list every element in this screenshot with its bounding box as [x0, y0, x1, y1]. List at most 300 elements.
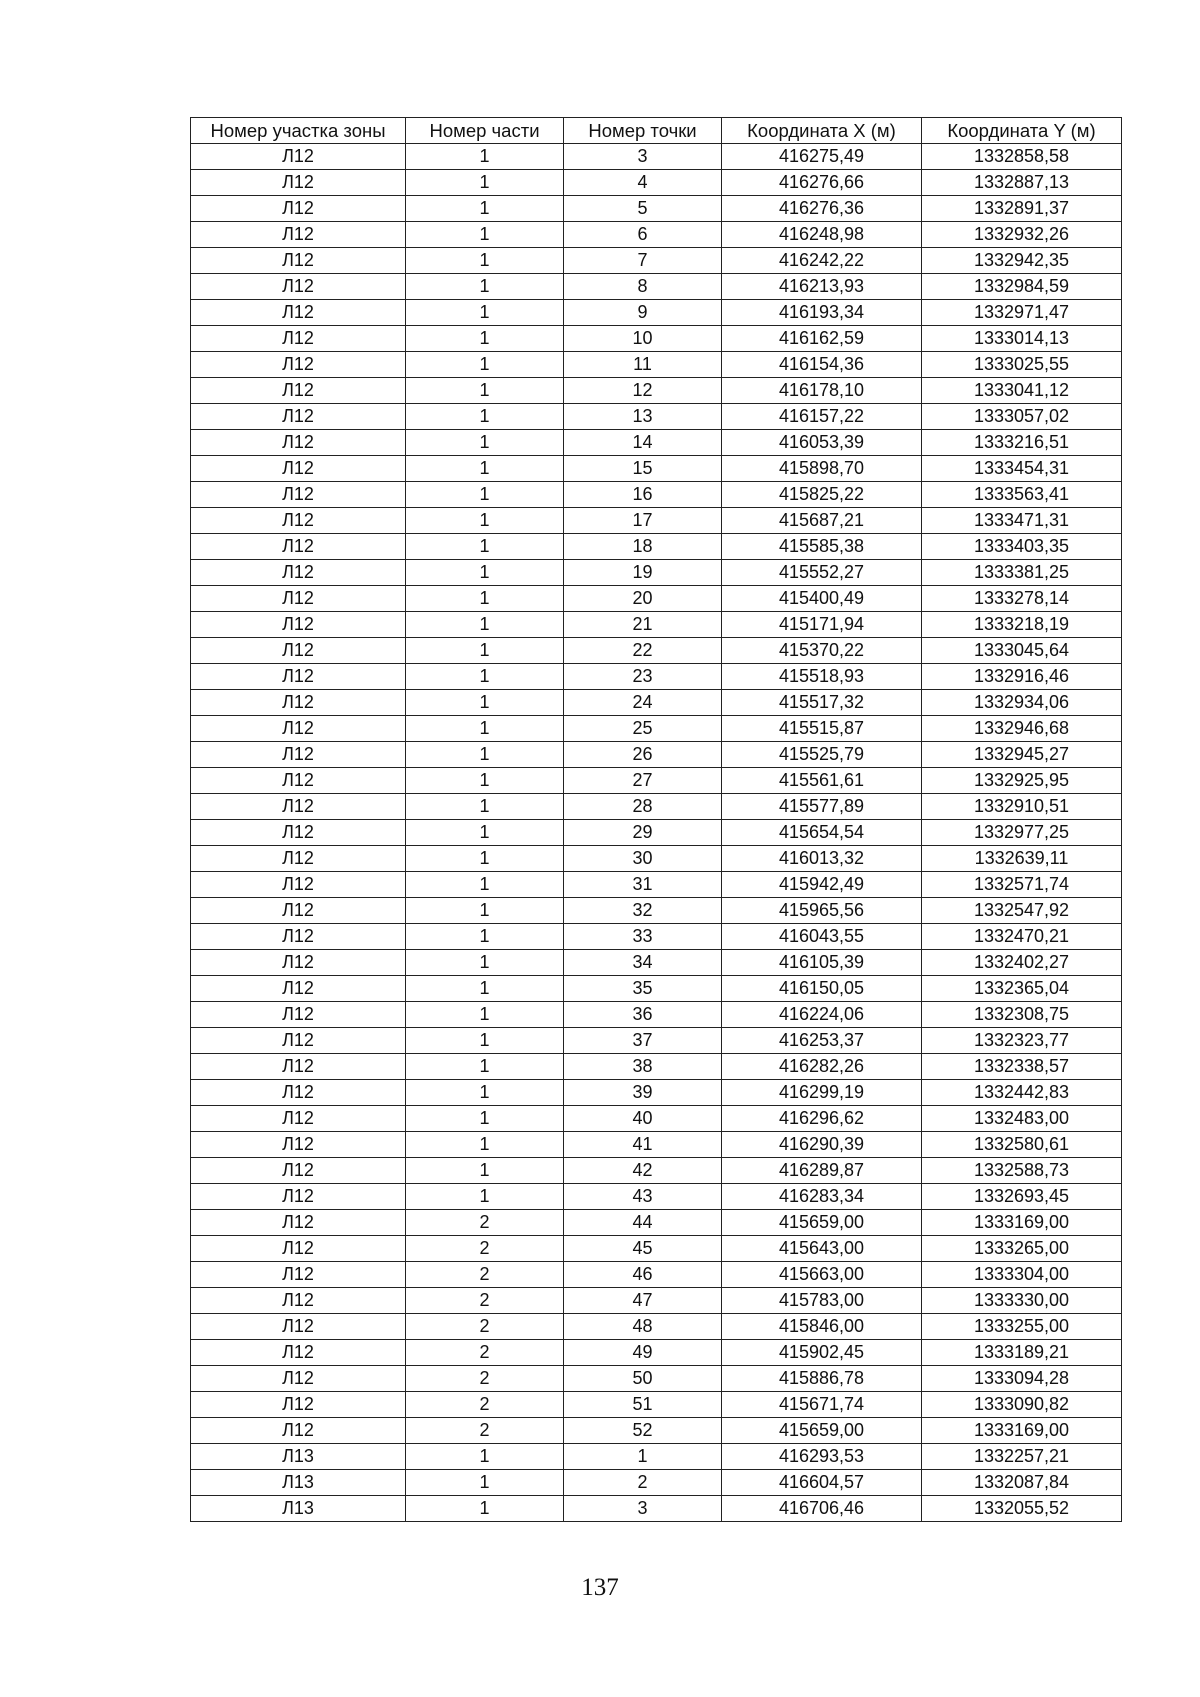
cell-coordinate-x: 416296,62 — [722, 1106, 922, 1132]
cell-coordinate-y: 1333454,31 — [922, 456, 1122, 482]
cell-part-number: 2 — [406, 1262, 564, 1288]
cell-coordinate-x: 416299,19 — [722, 1080, 922, 1106]
cell-part-number: 1 — [406, 196, 564, 222]
cell-coordinate-x: 415552,27 — [722, 560, 922, 586]
table-row — [191, 1080, 1122, 1106]
cell-zone-section: Л12 — [191, 1392, 406, 1418]
table-row — [191, 1470, 1122, 1496]
table-row — [191, 1132, 1122, 1158]
cell-coordinate-y: 1333330,00 — [922, 1288, 1122, 1314]
cell-point-number: 25 — [564, 716, 722, 742]
table-row — [191, 1002, 1122, 1028]
cell-point-number: 31 — [564, 872, 722, 898]
cell-zone-section: Л12 — [191, 1028, 406, 1054]
table-row — [191, 612, 1122, 638]
cell-part-number: 1 — [406, 820, 564, 846]
cell-zone-section: Л12 — [191, 1002, 406, 1028]
cell-zone-section: Л12 — [191, 1132, 406, 1158]
cell-part-number: 1 — [406, 274, 564, 300]
cell-coordinate-x: 415902,45 — [722, 1340, 922, 1366]
cell-point-number: 51 — [564, 1392, 722, 1418]
cell-point-number: 13 — [564, 404, 722, 430]
cell-coordinate-y: 1333255,00 — [922, 1314, 1122, 1340]
cell-point-number: 1 — [564, 1444, 722, 1470]
cell-point-number: 20 — [564, 586, 722, 612]
cell-part-number: 1 — [406, 326, 564, 352]
cell-zone-section: Л12 — [191, 1106, 406, 1132]
cell-coordinate-x: 415400,49 — [722, 586, 922, 612]
cell-coordinate-y: 1333471,31 — [922, 508, 1122, 534]
table-row — [191, 1444, 1122, 1470]
cell-zone-section: Л12 — [191, 534, 406, 560]
cell-coordinate-x: 416053,39 — [722, 430, 922, 456]
cell-coordinate-y: 1332087,84 — [922, 1470, 1122, 1496]
table-row — [191, 196, 1122, 222]
cell-point-number: 52 — [564, 1418, 722, 1444]
cell-coordinate-x: 415515,87 — [722, 716, 922, 742]
cell-coordinate-y: 1333403,35 — [922, 534, 1122, 560]
cell-point-number: 18 — [564, 534, 722, 560]
cell-coordinate-x: 415898,70 — [722, 456, 922, 482]
table-row — [191, 1210, 1122, 1236]
cell-part-number: 1 — [406, 1470, 564, 1496]
cell-part-number: 2 — [406, 1340, 564, 1366]
cell-zone-section: Л12 — [191, 1262, 406, 1288]
cell-zone-section: Л12 — [191, 482, 406, 508]
cell-coordinate-y: 1332977,25 — [922, 820, 1122, 846]
cell-part-number: 1 — [406, 300, 564, 326]
cell-coordinate-x: 416276,36 — [722, 196, 922, 222]
table-row — [191, 924, 1122, 950]
table-row — [191, 1262, 1122, 1288]
cell-part-number: 1 — [406, 1002, 564, 1028]
cell-coordinate-x: 416293,53 — [722, 1444, 922, 1470]
cell-point-number: 16 — [564, 482, 722, 508]
cell-zone-section: Л12 — [191, 664, 406, 690]
cell-point-number: 12 — [564, 378, 722, 404]
cell-point-number: 7 — [564, 248, 722, 274]
cell-zone-section: Л12 — [191, 196, 406, 222]
cell-coordinate-x: 416706,46 — [722, 1496, 922, 1522]
cell-zone-section: Л12 — [191, 170, 406, 196]
cell-zone-section: Л12 — [191, 248, 406, 274]
cell-coordinate-x: 415783,00 — [722, 1288, 922, 1314]
table-row — [191, 1158, 1122, 1184]
cell-coordinate-y: 1332887,13 — [922, 170, 1122, 196]
cell-part-number: 1 — [406, 716, 564, 742]
cell-part-number: 1 — [406, 846, 564, 872]
cell-coordinate-x: 416276,66 — [722, 170, 922, 196]
cell-coordinate-x: 416289,87 — [722, 1158, 922, 1184]
table-row — [191, 1028, 1122, 1054]
cell-zone-section: Л12 — [191, 1158, 406, 1184]
cell-coordinate-x: 416157,22 — [722, 404, 922, 430]
cell-part-number: 1 — [406, 378, 564, 404]
cell-point-number: 10 — [564, 326, 722, 352]
cell-point-number: 32 — [564, 898, 722, 924]
cell-coordinate-y: 1333169,00 — [922, 1418, 1122, 1444]
cell-coordinate-y: 1332693,45 — [922, 1184, 1122, 1210]
header-zone-section: Номер участка зоны — [191, 118, 406, 144]
table-row — [191, 820, 1122, 846]
cell-point-number: 34 — [564, 950, 722, 976]
cell-part-number: 1 — [406, 456, 564, 482]
cell-point-number: 47 — [564, 1288, 722, 1314]
cell-coordinate-x: 416290,39 — [722, 1132, 922, 1158]
header-coordinate-x: Координата X (м) — [722, 118, 922, 144]
table-row — [191, 1418, 1122, 1444]
cell-zone-section: Л12 — [191, 1184, 406, 1210]
cell-coordinate-x: 415846,00 — [722, 1314, 922, 1340]
cell-zone-section: Л12 — [191, 1418, 406, 1444]
table-row — [191, 742, 1122, 768]
cell-coordinate-x: 416604,57 — [722, 1470, 922, 1496]
cell-coordinate-y: 1332547,92 — [922, 898, 1122, 924]
header-point-number: Номер точки — [564, 118, 722, 144]
cell-part-number: 1 — [406, 430, 564, 456]
cell-part-number: 1 — [406, 404, 564, 430]
table-row — [191, 1184, 1122, 1210]
cell-coordinate-x: 416105,39 — [722, 950, 922, 976]
cell-part-number: 1 — [406, 664, 564, 690]
cell-coordinate-y: 1332580,61 — [922, 1132, 1122, 1158]
cell-coordinate-y: 1332308,75 — [922, 1002, 1122, 1028]
cell-coordinate-y: 1333041,12 — [922, 378, 1122, 404]
table-header-row — [191, 118, 1122, 144]
table-row — [191, 690, 1122, 716]
cell-coordinate-x: 415671,74 — [722, 1392, 922, 1418]
cell-coordinate-x: 416162,59 — [722, 326, 922, 352]
cell-coordinate-x: 415585,38 — [722, 534, 922, 560]
cell-zone-section: Л13 — [191, 1470, 406, 1496]
cell-zone-section: Л12 — [191, 1314, 406, 1340]
coordinates-table — [190, 117, 1122, 1522]
cell-part-number: 1 — [406, 742, 564, 768]
table-row — [191, 664, 1122, 690]
cell-point-number: 15 — [564, 456, 722, 482]
cell-coordinate-x: 416178,10 — [722, 378, 922, 404]
cell-coordinate-x: 416248,98 — [722, 222, 922, 248]
cell-zone-section: Л12 — [191, 1236, 406, 1262]
cell-point-number: 37 — [564, 1028, 722, 1054]
cell-point-number: 4 — [564, 170, 722, 196]
cell-zone-section: Л12 — [191, 950, 406, 976]
cell-point-number: 14 — [564, 430, 722, 456]
cell-part-number: 1 — [406, 1184, 564, 1210]
cell-point-number: 9 — [564, 300, 722, 326]
cell-zone-section: Л12 — [191, 820, 406, 846]
cell-zone-section: Л12 — [191, 794, 406, 820]
cell-coordinate-x: 416253,37 — [722, 1028, 922, 1054]
cell-zone-section: Л13 — [191, 1444, 406, 1470]
cell-part-number: 2 — [406, 1392, 564, 1418]
cell-point-number: 42 — [564, 1158, 722, 1184]
table-row — [191, 560, 1122, 586]
table-row — [191, 1340, 1122, 1366]
cell-zone-section: Л12 — [191, 742, 406, 768]
cell-point-number: 36 — [564, 1002, 722, 1028]
cell-point-number: 26 — [564, 742, 722, 768]
cell-coordinate-y: 1332934,06 — [922, 690, 1122, 716]
cell-zone-section: Л12 — [191, 1080, 406, 1106]
table-row — [191, 1366, 1122, 1392]
table-row — [191, 144, 1122, 170]
cell-coordinate-x: 416224,06 — [722, 1002, 922, 1028]
cell-coordinate-x: 416013,32 — [722, 846, 922, 872]
cell-point-number: 21 — [564, 612, 722, 638]
cell-coordinate-x: 415659,00 — [722, 1418, 922, 1444]
cell-coordinate-y: 1332925,95 — [922, 768, 1122, 794]
cell-part-number: 1 — [406, 482, 564, 508]
cell-zone-section: Л12 — [191, 1340, 406, 1366]
cell-point-number: 17 — [564, 508, 722, 534]
cell-zone-section: Л12 — [191, 352, 406, 378]
cell-coordinate-x: 415942,49 — [722, 872, 922, 898]
cell-part-number: 1 — [406, 560, 564, 586]
cell-coordinate-x: 416283,34 — [722, 1184, 922, 1210]
cell-part-number: 1 — [406, 1028, 564, 1054]
cell-coordinate-y: 1333014,13 — [922, 326, 1122, 352]
cell-zone-section: Л12 — [191, 846, 406, 872]
cell-coordinate-x: 415370,22 — [722, 638, 922, 664]
cell-zone-section: Л12 — [191, 300, 406, 326]
cell-part-number: 1 — [406, 352, 564, 378]
cell-zone-section: Л13 — [191, 1496, 406, 1522]
cell-point-number: 22 — [564, 638, 722, 664]
cell-coordinate-x: 416242,22 — [722, 248, 922, 274]
cell-point-number: 38 — [564, 1054, 722, 1080]
cell-zone-section: Л12 — [191, 430, 406, 456]
cell-zone-section: Л12 — [191, 508, 406, 534]
cell-coordinate-y: 1333563,41 — [922, 482, 1122, 508]
table-row — [191, 482, 1122, 508]
cell-part-number: 1 — [406, 222, 564, 248]
cell-zone-section: Л12 — [191, 1054, 406, 1080]
table-row — [191, 1314, 1122, 1340]
table-row — [191, 638, 1122, 664]
cell-coordinate-y: 1332055,52 — [922, 1496, 1122, 1522]
cell-coordinate-y: 1333381,25 — [922, 560, 1122, 586]
table-row — [191, 300, 1122, 326]
cell-coordinate-x: 415577,89 — [722, 794, 922, 820]
cell-zone-section: Л12 — [191, 586, 406, 612]
cell-zone-section: Л12 — [191, 560, 406, 586]
cell-part-number: 2 — [406, 1366, 564, 1392]
cell-coordinate-y: 1333045,64 — [922, 638, 1122, 664]
cell-coordinate-y: 1332984,59 — [922, 274, 1122, 300]
table-row — [191, 1236, 1122, 1262]
cell-point-number: 3 — [564, 1496, 722, 1522]
cell-coordinate-x: 415825,22 — [722, 482, 922, 508]
cell-coordinate-y: 1332402,27 — [922, 950, 1122, 976]
cell-coordinate-y: 1333218,19 — [922, 612, 1122, 638]
cell-point-number: 24 — [564, 690, 722, 716]
cell-zone-section: Л12 — [191, 872, 406, 898]
table-row — [191, 846, 1122, 872]
cell-point-number: 30 — [564, 846, 722, 872]
cell-part-number: 2 — [406, 1314, 564, 1340]
cell-point-number: 49 — [564, 1340, 722, 1366]
cell-point-number: 29 — [564, 820, 722, 846]
cell-part-number: 1 — [406, 1444, 564, 1470]
table-body — [191, 144, 1122, 1522]
cell-zone-section: Л12 — [191, 378, 406, 404]
cell-zone-section: Л12 — [191, 222, 406, 248]
cell-part-number: 1 — [406, 586, 564, 612]
cell-coordinate-x: 415171,94 — [722, 612, 922, 638]
cell-coordinate-y: 1333094,28 — [922, 1366, 1122, 1392]
cell-coordinate-x: 416213,93 — [722, 274, 922, 300]
cell-zone-section: Л12 — [191, 716, 406, 742]
cell-coordinate-y: 1332365,04 — [922, 976, 1122, 1002]
cell-point-number: 40 — [564, 1106, 722, 1132]
cell-zone-section: Л12 — [191, 898, 406, 924]
table-row — [191, 950, 1122, 976]
cell-part-number: 1 — [406, 144, 564, 170]
cell-part-number: 1 — [406, 768, 564, 794]
table-row — [191, 248, 1122, 274]
cell-coordinate-x: 416150,05 — [722, 976, 922, 1002]
cell-part-number: 1 — [406, 638, 564, 664]
cell-coordinate-y: 1333304,00 — [922, 1262, 1122, 1288]
cell-coordinate-y: 1332571,74 — [922, 872, 1122, 898]
cell-point-number: 35 — [564, 976, 722, 1002]
cell-point-number: 3 — [564, 144, 722, 170]
cell-coordinate-x: 415654,54 — [722, 820, 922, 846]
table-row — [191, 794, 1122, 820]
cell-part-number: 1 — [406, 1158, 564, 1184]
cell-part-number: 2 — [406, 1288, 564, 1314]
cell-point-number: 41 — [564, 1132, 722, 1158]
table-row — [191, 716, 1122, 742]
cell-coordinate-y: 1333025,55 — [922, 352, 1122, 378]
cell-part-number: 2 — [406, 1210, 564, 1236]
cell-coordinate-x: 415518,93 — [722, 664, 922, 690]
cell-coordinate-y: 1332891,37 — [922, 196, 1122, 222]
cell-zone-section: Л12 — [191, 638, 406, 664]
cell-coordinate-y: 1332858,58 — [922, 144, 1122, 170]
cell-coordinate-x: 416193,34 — [722, 300, 922, 326]
cell-coordinate-y: 1332588,73 — [922, 1158, 1122, 1184]
cell-coordinate-x: 416154,36 — [722, 352, 922, 378]
cell-coordinate-y: 1333189,21 — [922, 1340, 1122, 1366]
cell-coordinate-y: 1332470,21 — [922, 924, 1122, 950]
cell-point-number: 39 — [564, 1080, 722, 1106]
cell-coordinate-y: 1332916,46 — [922, 664, 1122, 690]
cell-part-number: 1 — [406, 1106, 564, 1132]
cell-point-number: 44 — [564, 1210, 722, 1236]
cell-coordinate-y: 1332946,68 — [922, 716, 1122, 742]
cell-zone-section: Л12 — [191, 924, 406, 950]
cell-coordinate-y: 1333169,00 — [922, 1210, 1122, 1236]
cell-part-number: 1 — [406, 976, 564, 1002]
cell-coordinate-x: 415561,61 — [722, 768, 922, 794]
cell-coordinate-y: 1332932,26 — [922, 222, 1122, 248]
cell-point-number: 8 — [564, 274, 722, 300]
cell-zone-section: Л12 — [191, 612, 406, 638]
cell-zone-section: Л12 — [191, 690, 406, 716]
cell-coordinate-x: 415965,56 — [722, 898, 922, 924]
table-row — [191, 872, 1122, 898]
cell-point-number: 50 — [564, 1366, 722, 1392]
cell-coordinate-x: 416275,49 — [722, 144, 922, 170]
cell-coordinate-y: 1333090,82 — [922, 1392, 1122, 1418]
cell-coordinate-y: 1332942,35 — [922, 248, 1122, 274]
cell-zone-section: Л12 — [191, 456, 406, 482]
cell-coordinate-y: 1332442,83 — [922, 1080, 1122, 1106]
cell-part-number: 1 — [406, 794, 564, 820]
table-row — [191, 898, 1122, 924]
table-row — [191, 430, 1122, 456]
table-row — [191, 1106, 1122, 1132]
cell-coordinate-x: 415886,78 — [722, 1366, 922, 1392]
cell-part-number: 1 — [406, 1132, 564, 1158]
cell-point-number: 5 — [564, 196, 722, 222]
cell-part-number: 1 — [406, 950, 564, 976]
cell-point-number: 2 — [564, 1470, 722, 1496]
cell-point-number: 33 — [564, 924, 722, 950]
cell-zone-section: Л12 — [191, 274, 406, 300]
cell-coordinate-x: 416282,26 — [722, 1054, 922, 1080]
cell-part-number: 1 — [406, 872, 564, 898]
cell-coordinate-y: 1332639,11 — [922, 846, 1122, 872]
table-row — [191, 352, 1122, 378]
table-row — [191, 534, 1122, 560]
table-row — [191, 378, 1122, 404]
cell-zone-section: Л12 — [191, 1210, 406, 1236]
cell-coordinate-y: 1332323,77 — [922, 1028, 1122, 1054]
table-row — [191, 274, 1122, 300]
cell-coordinate-x: 415517,32 — [722, 690, 922, 716]
header-part-number: Номер части — [406, 118, 564, 144]
cell-part-number: 1 — [406, 1080, 564, 1106]
header-coordinate-y: Координата Y (м) — [922, 118, 1122, 144]
cell-coordinate-y: 1332483,00 — [922, 1106, 1122, 1132]
table-row — [191, 508, 1122, 534]
cell-point-number: 48 — [564, 1314, 722, 1340]
cell-part-number: 2 — [406, 1236, 564, 1262]
cell-point-number: 23 — [564, 664, 722, 690]
table-row — [191, 456, 1122, 482]
cell-coordinate-x: 415525,79 — [722, 742, 922, 768]
cell-point-number: 19 — [564, 560, 722, 586]
cell-coordinate-y: 1332910,51 — [922, 794, 1122, 820]
cell-point-number: 43 — [564, 1184, 722, 1210]
table-row — [191, 1288, 1122, 1314]
table-row — [191, 586, 1122, 612]
cell-coordinate-x: 415687,21 — [722, 508, 922, 534]
table-row — [191, 170, 1122, 196]
cell-part-number: 1 — [406, 690, 564, 716]
cell-point-number: 11 — [564, 352, 722, 378]
table-row — [191, 222, 1122, 248]
page-number: 137 — [581, 1574, 619, 1601]
cell-zone-section: Л12 — [191, 1288, 406, 1314]
cell-part-number: 1 — [406, 612, 564, 638]
cell-coordinate-y: 1332257,21 — [922, 1444, 1122, 1470]
cell-coordinate-y: 1333278,14 — [922, 586, 1122, 612]
cell-part-number: 2 — [406, 1418, 564, 1444]
cell-coordinate-y: 1333057,02 — [922, 404, 1122, 430]
table-row — [191, 1054, 1122, 1080]
cell-part-number: 1 — [406, 508, 564, 534]
table-row — [191, 404, 1122, 430]
table-row — [191, 768, 1122, 794]
table-row — [191, 976, 1122, 1002]
cell-point-number: 6 — [564, 222, 722, 248]
cell-part-number: 1 — [406, 170, 564, 196]
cell-part-number: 1 — [406, 924, 564, 950]
